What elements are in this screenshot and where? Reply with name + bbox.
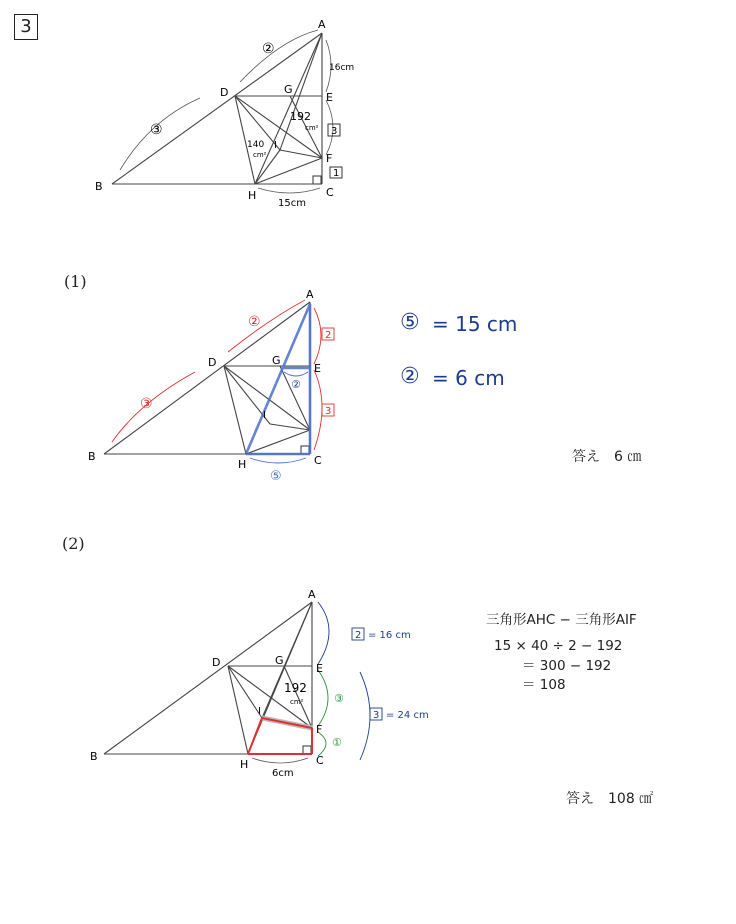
p2-label-C: C	[316, 754, 324, 767]
fig1-len-ae: 16cm	[329, 63, 355, 73]
part1-label: (1)	[64, 272, 87, 291]
p2-area: 192	[284, 681, 307, 695]
problem-number: 3	[14, 14, 38, 40]
p2-label-B: B	[90, 750, 98, 763]
fig1-box-fc: 1	[333, 168, 340, 179]
p1-eq1-right: = 15 cm	[432, 312, 518, 336]
p2-box-ec-text: = 24 cm	[386, 710, 429, 721]
p1-label-C: C	[314, 454, 322, 467]
fig1-area-unit: cm²	[305, 124, 319, 132]
p2-label-E: E	[316, 662, 323, 675]
fig1-label-F: F	[326, 152, 333, 165]
fig1-label-C: C	[326, 186, 334, 199]
fig1-area-192: 192	[290, 110, 311, 123]
p1-label-B: B	[88, 450, 96, 463]
p2-circle-ef: ③	[334, 692, 344, 705]
p2-area-unit: cm²	[290, 698, 304, 706]
p2-len-hc: 6cm	[272, 768, 294, 779]
p2-answer: 答え 108 ㎠	[566, 791, 654, 807]
part2-label: (2)	[62, 534, 85, 553]
p1-box-ec: 3	[325, 406, 332, 417]
p1-ratio-ad: ②	[248, 314, 261, 330]
p1-circle-hc: ⑤	[270, 469, 282, 484]
p1-label-D: D	[208, 356, 217, 369]
p1-eq1-left: ⑤	[400, 310, 420, 335]
fig1-label-E: E	[326, 91, 333, 104]
fig1-label-I: I	[274, 140, 277, 151]
p1-box-ae: 2	[325, 330, 332, 341]
fig1-label-B: B	[95, 180, 103, 193]
figure-part2	[0, 580, 460, 790]
p2-label-G: G	[275, 654, 284, 667]
p1-ratio-db: ③	[140, 396, 153, 412]
p2-box-ae-text: = 16 cm	[368, 630, 411, 641]
p1-eq2-right: = 6 cm	[432, 366, 505, 390]
fig1-label-G: G	[284, 83, 293, 96]
p2-formula-line1: 15 × 40 ÷ 2 − 192	[494, 638, 623, 654]
p2-formula-line2: ＝ 300 − 192	[522, 658, 612, 674]
p2-formula-title: 三角形AHC − 三角形AIF	[486, 612, 637, 628]
fig1-len-hc: 15cm	[278, 198, 306, 209]
fig1-box-ef: 3	[331, 126, 338, 137]
p1-eq2-left: ②	[400, 364, 420, 389]
p1-label-G: G	[272, 354, 281, 367]
p2-label-F: F	[316, 723, 323, 736]
p2-label-H: H	[240, 758, 249, 771]
fig1-area-unit-2: cm²	[253, 151, 267, 159]
p2-formula-line3: ＝ 108	[522, 677, 566, 693]
p1-label-A: A	[306, 288, 314, 301]
p1-answer: 答え 6 ㎝	[572, 449, 642, 465]
p2-label-A: A	[308, 588, 316, 601]
p2-label-I: I	[258, 706, 261, 717]
fig1-label-A: A	[318, 18, 326, 31]
p2-circle-fc: ①	[332, 736, 342, 749]
p1-circle-ge: ②	[291, 378, 301, 391]
fig1-area-140: 140	[247, 140, 265, 150]
fig1-label-H: H	[248, 189, 257, 202]
figure-main	[0, 0, 736, 230]
p1-label-H: H	[238, 458, 247, 471]
fig1-ratio-ad: ②	[262, 41, 275, 57]
fig1-label-D: D	[220, 86, 229, 99]
fig1-ratio-db: ③	[150, 122, 163, 138]
p2-box-ae: 2	[355, 630, 362, 641]
p2-box-ec: 3	[373, 710, 380, 721]
p2-label-D: D	[212, 656, 221, 669]
p1-label-I: I	[263, 410, 266, 421]
p1-label-E: E	[314, 362, 321, 375]
